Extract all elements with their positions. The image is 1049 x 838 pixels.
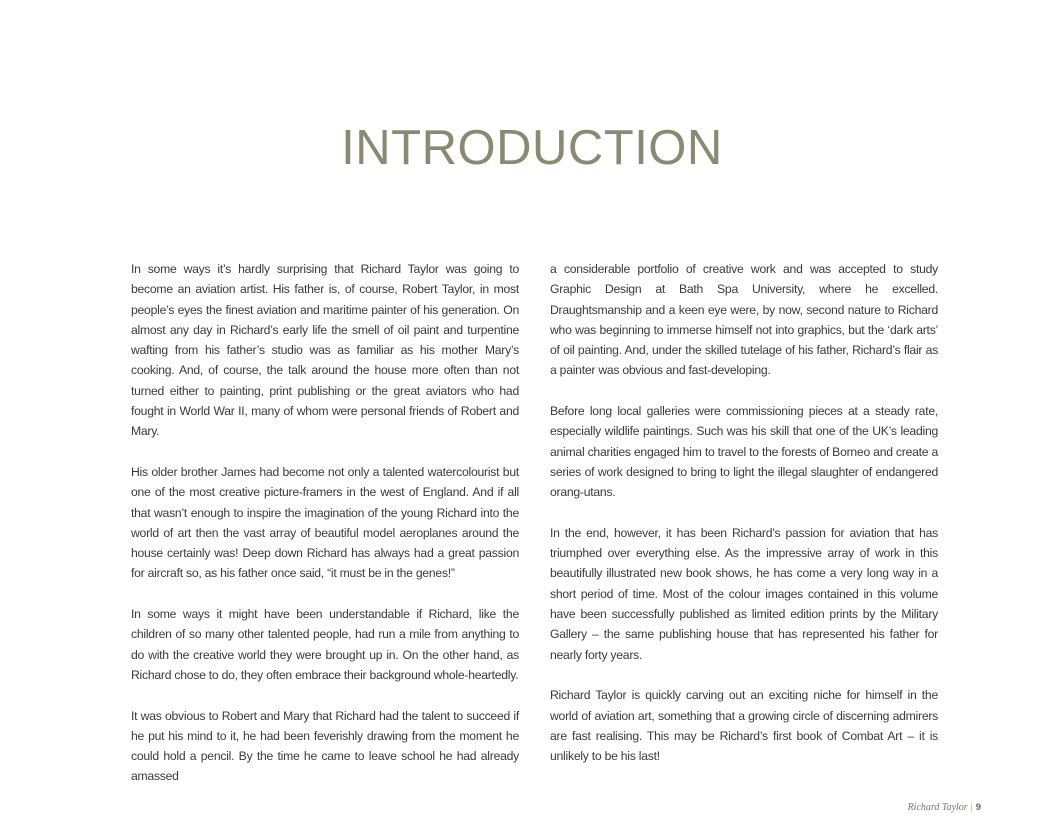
- page-footer: [908, 802, 981, 813]
- paragraph: In some ways it’s hardly surprising that Richard Taylor was going to become an aviation artist. His father is, of course, Robert Taylor, in most people’s eyes the finest aviation and maritime painter of his generation. On almost any day in Richard’s early life the smell of oil paint and turpentine wafting from his father’s studio was as familiar as his mother Mary’s cooking. And, of course, the talk around the house more often than not turned either to painting, print publishing or the great aviators who had fought in World War II, many of whom were personal friends of Robert and Mary.: [131, 262, 519, 439]
- paragraph: His older brother James had become not only a talented watercolourist but one of the most creative picture-framers in the west of England. And if all that wasn’t enough to inspire the imagination of the young Richard into the world of art then the vast array of beautiful model aeroplanes around the house certainly was! Deep down Richard has always had a great passion for aircraft so, as his father once said, “it must be in the genes!”: [131, 464, 519, 581]
- footer-author: Richard Taylor: [907, 802, 968, 813]
- paragraph: It was obvious to Robert and Mary that Richard had the talent to succeed if he put his mind to it, he had been feverishly drawing from the moment he could hold a pencil. By the time he came to leave school he had already amassed: [131, 708, 519, 784]
- paragraph: In the end, however, it has been Richard’s passion for aviation that has triumphed over everything else. As the impressive array of work in this beautifully illustrated new book shows, he has come a very long way in a short period of time. Most of the colour images contained in this volume have been successfully published as limited edition prints by the Military Gallery – the same publishing house that has represented his father for nearly forty years.: [550, 525, 938, 662]
- page-title: INTRODUCTION: [341, 121, 723, 175]
- paragraph: Richard Taylor is quickly carving out an exciting niche for himself in the world of aviation art, something that a growing circle of discerning admirers are fast realising. This may be Richard’s first book of Combat Art – it is unlikely to be his last!: [550, 688, 938, 764]
- footer-separator: |: [970, 802, 973, 813]
- left-column: [131, 259, 519, 787]
- right-column: [550, 259, 938, 766]
- paragraph: In some ways it might have been understandable if Richard, like the children of so many other talented people, had run a mile from anything to do with the creative world they were brought up in. On the other hand, as Richard chose to do, they often embrace their background whole-heartedly.: [131, 607, 519, 682]
- paragraph: a considerable portfolio of creative work and was accepted to study Graphic Design at Bath Spa University, where he excelled. Draughtsmanship and a keen eye were, by now, second nature to Richard who was beginning to immerse himself not into graphics, but the ‘dark arts’ of oil painting. And, under the skilled tutelage of his father, Richard’s flair as a painter was obvious and fast-developing.: [550, 262, 938, 378]
- paragraph: Before long local galleries were commissioning pieces at a steady rate, especially wildlife paintings. Such was his skill that one of the UK’s leading animal charities engaged him to travel to the forests of Borneo and create a series of work designed to bring to light the illegal slaughter of endangered orang-utans.: [550, 404, 938, 500]
- page-number: 9: [975, 802, 981, 813]
